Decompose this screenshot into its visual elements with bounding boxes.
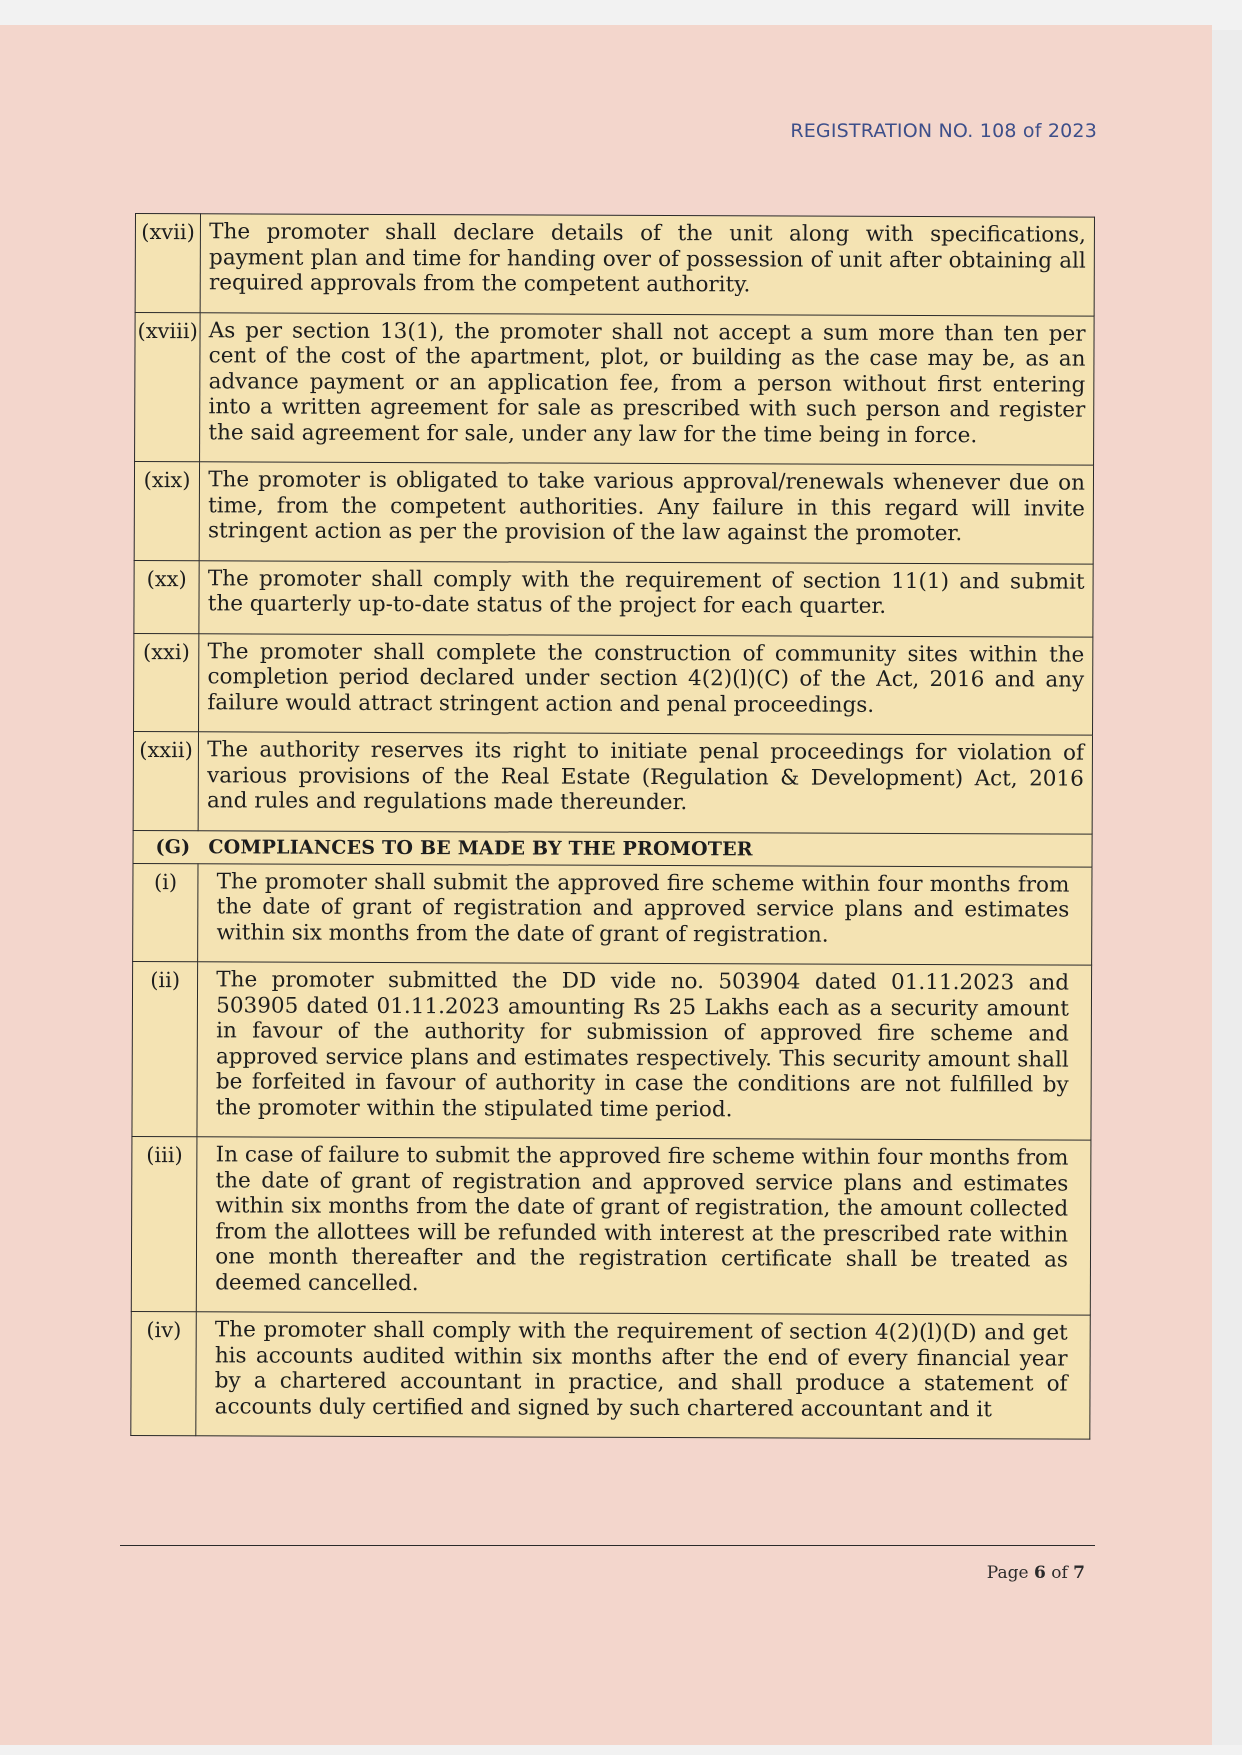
clause-text: The promoter shall comply with the requirement of section 4(2)(l)(D) and get his accounts audited within six months after the end of every financial year by a chartered accountant in practice, and shall produce a statement of accounts duly certified and signed by such chartered accountant and it xyxy=(196,1312,1090,1439)
clause-number: (xxi) xyxy=(134,633,200,732)
clause-number: (xix) xyxy=(134,462,200,561)
section-code: (G) xyxy=(155,835,191,858)
clause-number: (ii) xyxy=(132,961,198,1136)
clause-text: The authority reserves its right to initiate penal proceedings for violation of various provisions of the Real Estate (Regulation & Development) Act, 2016 and rules and regulations made thereunder. xyxy=(198,732,1092,834)
clause-text: The promoter shall submit the approved fire scheme within four months from the date of grant of registration and approved service plans and estimates within six months from the date of grant of registration. xyxy=(198,863,1092,965)
page-number xyxy=(900,1563,1085,1583)
clause-text: In case of failure to submit the approved fire scheme within four months from the date of grant of registration and approved service plans and estimates within six months from the date of grant of registration, the amount collected from the allottees will be refunded with interest at the prescribed rate within one month thereafter and the registration certificate shall be treated as deemed cancelled. xyxy=(197,1137,1091,1315)
clause-text: The promoter submitted the DD vide no. 503904 dated 01.11.2023 and 503905 dated 01.11.2023 amounting Rs 25 Lakhs each as a security amount in favour of the authority for submission of approved fire scheme and approved service plans and estimates respectively. This security amount shall be forfeited in favour of authority in case the conditions are not fulfilled by the promoter within the stipulated time period. xyxy=(197,962,1091,1140)
section-heading-row xyxy=(133,830,1092,867)
table-row xyxy=(133,731,1092,833)
clause-number: (xxii) xyxy=(133,731,199,830)
table-row xyxy=(131,1136,1091,1315)
section-title: COMPLIANCES TO BE MADE BY THE PROMOTER xyxy=(208,835,753,860)
table-row xyxy=(135,214,1094,316)
clause-text: The promoter is obligated to take various approval/renewals whenever due on time, from the competent authorities. Any failure in this regard will invite stringent action as per the provision of the law against the promoter. xyxy=(199,462,1093,564)
clause-number: (iii) xyxy=(131,1136,197,1311)
clause-text: The promoter shall complete the construction of community sites within the completion period declared under section 4(2)(l)(C) of the Act, 2016 and any failure would attract stringent action and penal proceedings. xyxy=(199,633,1093,735)
clause-number: (xvii) xyxy=(135,214,201,313)
of-label: of xyxy=(1051,1563,1068,1583)
clause-text: The promoter shall declare details of the unit along with specifications, payment plan and time for handing over of possession of unit after obtaining all required approvals from the competent authority. xyxy=(200,214,1094,316)
conditions-table xyxy=(130,213,1095,1440)
total-pages: 7 xyxy=(1073,1563,1085,1583)
clause-text: As per section 13(1), the promoter shall not accept a sum more than ten per cent of the cost of the apartment, plot, or building as the case may be, as an advance payment or an application fee, from a person without first entering into a written agreement for sale as prescribed with such person and register the said agreement for sale, under any law for the time being in force. xyxy=(200,312,1094,465)
section-g-heading xyxy=(133,830,1092,867)
footer-divider xyxy=(120,1545,1095,1546)
page-label: Page xyxy=(986,1563,1029,1583)
table-row xyxy=(131,1311,1090,1439)
table-row xyxy=(134,560,1093,637)
clause-number: (iv) xyxy=(131,1311,197,1435)
current-page: 6 xyxy=(1033,1563,1046,1583)
clause-number: (xviii) xyxy=(135,312,201,462)
clause-number: (i) xyxy=(133,863,199,962)
table-row xyxy=(133,863,1092,965)
clause-number: (xx) xyxy=(134,560,200,633)
scan-margin xyxy=(1212,30,1242,1745)
table-row xyxy=(134,462,1093,564)
table-row xyxy=(132,961,1092,1140)
table-row xyxy=(135,312,1095,465)
clause-text: The promoter shall comply with the requirement of section 11(1) and submit the quarterly up-to-date status of the project for each quarter. xyxy=(199,560,1093,636)
registration-number-header: REGISTRATION NO. 108 of 2023 xyxy=(790,120,1097,142)
table-row xyxy=(134,633,1093,735)
